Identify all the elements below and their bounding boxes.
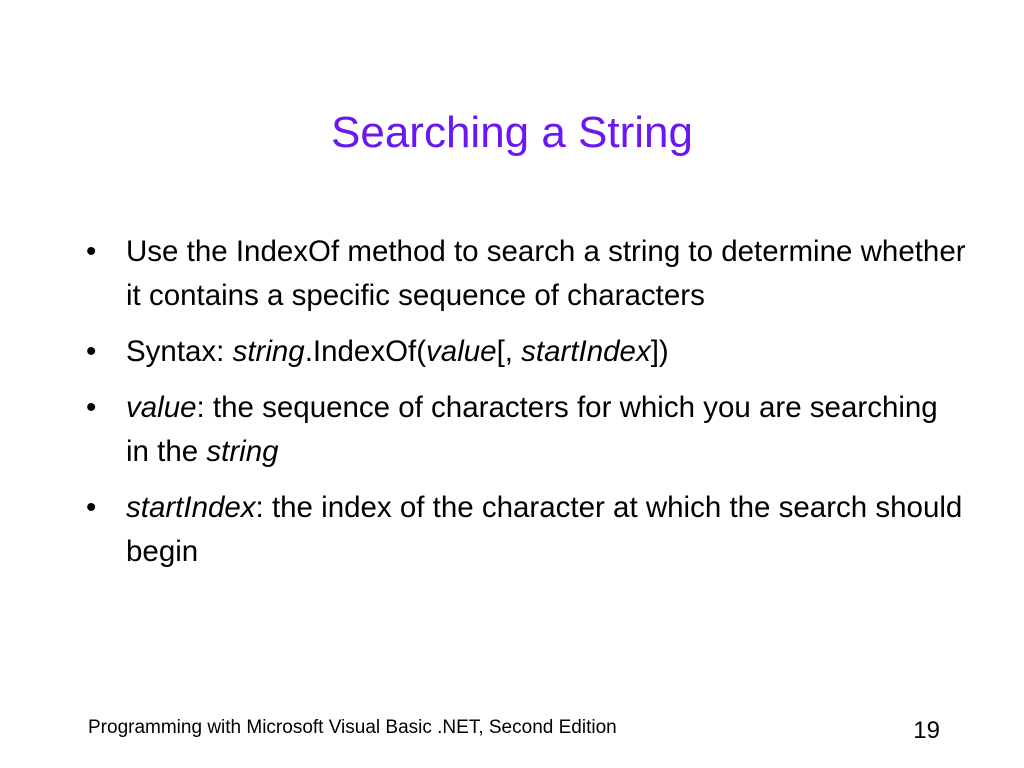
bullet-text-part: : the index of the character at which the search should begin <box>126 491 963 568</box>
bullet-text <box>126 491 962 568</box>
page-number: 19 <box>913 717 940 744</box>
bullet-text-italic: value <box>426 335 497 368</box>
bullet-dot: • <box>86 391 97 424</box>
bullet-text-italic: string <box>206 435 279 468</box>
bullet-text-part: .IndexOf( <box>304 335 427 368</box>
bullet-text-part: : the sequence of characters for which you are searching in the <box>126 391 938 468</box>
bullet-item <box>86 386 966 474</box>
bullet-text-part: Use the IndexOf method to search a string to determine whether it contains a specific sequence of characters <box>126 235 966 312</box>
bullet-item <box>86 486 966 574</box>
bullet-text-italic: value <box>126 391 197 424</box>
bullet-dot: • <box>86 335 97 368</box>
bullet-text-part: Syntax: <box>126 335 233 368</box>
bullet-dot: • <box>86 491 97 524</box>
bullet-text <box>126 235 966 312</box>
bullet-text-italic: startIndex <box>521 335 651 368</box>
bullet-text-part: ]) <box>650 335 669 368</box>
bullet-list <box>86 230 966 586</box>
bullet-dot: • <box>86 235 97 268</box>
bullet-text-italic: startIndex <box>126 491 256 524</box>
bullet-text-part: [, <box>496 335 522 368</box>
bullet-item <box>86 330 966 374</box>
footer-text: Programming with Microsoft Visual Basic .NET, Second Edition <box>88 717 617 738</box>
bullet-text <box>126 335 669 368</box>
bullet-text <box>126 391 938 468</box>
bullet-text-italic: string <box>232 335 305 368</box>
bullet-item <box>86 230 966 318</box>
slide-title: Searching a String <box>331 108 693 157</box>
